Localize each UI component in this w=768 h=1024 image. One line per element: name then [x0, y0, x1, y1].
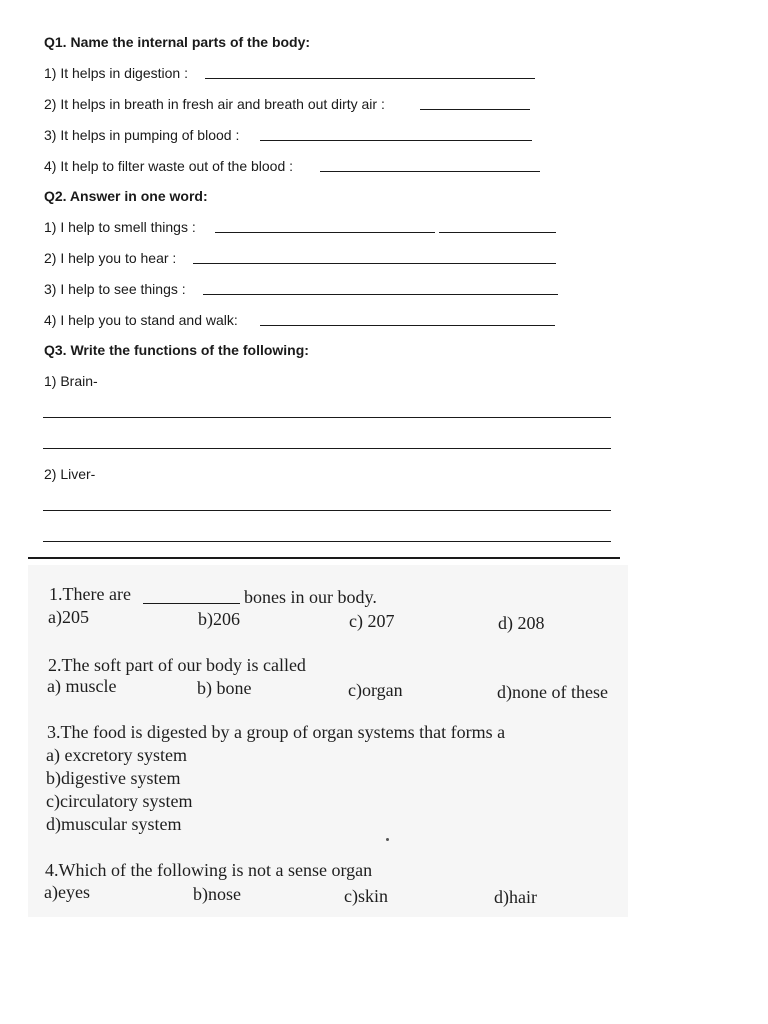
- mcq-2-option-d[interactable]: d)none of these: [497, 682, 608, 702]
- mcq-1-option-b[interactable]: b)206: [198, 609, 240, 629]
- q2-item-2: 2) I help you to hear :: [44, 250, 177, 266]
- q1-heading: Q1. Name the internal parts of the body:: [44, 34, 311, 50]
- q1-item-3: 3) It helps in pumping of blood :: [44, 127, 240, 143]
- q1-answer-blank-3[interactable]: [260, 140, 532, 141]
- mcq-2-question: 2.The soft part of our body is called: [48, 655, 306, 675]
- mcq-4-option-c[interactable]: c)skin: [344, 886, 388, 906]
- mcq-3-option-b[interactable]: b)digestive system: [46, 768, 181, 788]
- q1-answer-blank-4[interactable]: [320, 171, 540, 172]
- mcq-3-option-c[interactable]: c)circulatory system: [46, 791, 193, 811]
- mcq-4-option-a[interactable]: a)eyes: [44, 882, 90, 902]
- mcq-1-question-end: bones in our body.: [244, 587, 377, 607]
- mcq-3-question: 3.The food is digested by a group of organ systems that forms a: [47, 722, 506, 742]
- q2-heading: Q2. Answer in one word:: [44, 188, 208, 204]
- q2-answer-blank-2[interactable]: [193, 263, 556, 264]
- q3-item-brain: 1) Brain-: [44, 373, 98, 389]
- mcq-4-question: 4.Which of the following is not a sense organ: [45, 860, 373, 880]
- mcq-1-option-a[interactable]: a)205: [48, 607, 89, 627]
- mcq-2-option-c[interactable]: c)organ: [348, 680, 403, 700]
- q1-answer-blank-2[interactable]: [420, 109, 530, 110]
- brain-answer-line-1[interactable]: [43, 417, 611, 418]
- mcq-2-option-b[interactable]: b) bone: [197, 678, 252, 698]
- q2-item-1: 1) I help to smell things :: [44, 219, 196, 235]
- mcq-1-option-d[interactable]: d) 208: [498, 613, 545, 633]
- q2-answer-blank-4[interactable]: [260, 325, 555, 326]
- q3-item-liver: 2) Liver-: [44, 466, 96, 482]
- section-divider: [28, 557, 620, 559]
- q1-item-2: 2) It helps in breath in fresh air and breath out dirty air :: [44, 96, 385, 112]
- scan-speck: [386, 838, 389, 841]
- q1-answer-blank-1[interactable]: [205, 78, 535, 79]
- brain-answer-line-2[interactable]: [43, 448, 611, 449]
- mcq-3-option-d[interactable]: d)muscular system: [46, 814, 182, 834]
- mcq-4-option-b[interactable]: b)nose: [193, 884, 241, 904]
- mcq-3-option-a[interactable]: a) excretory system: [46, 745, 187, 765]
- q3-heading: Q3. Write the functions of the following:: [44, 342, 309, 358]
- q2-item-3: 3) I help to see things :: [44, 281, 186, 297]
- q2-answer-blank-1b[interactable]: [439, 232, 556, 233]
- liver-answer-line-1[interactable]: [43, 510, 611, 511]
- q2-item-4: 4) I help you to stand and walk:: [44, 312, 238, 328]
- mcq-2-option-a[interactable]: a) muscle: [47, 676, 117, 696]
- mcq-4-option-d[interactable]: d)hair: [494, 887, 537, 907]
- q2-answer-blank-1a[interactable]: [215, 232, 435, 233]
- q1-item-1: 1) It helps in digestion :: [44, 65, 188, 81]
- liver-answer-line-2[interactable]: [43, 541, 611, 542]
- q2-answer-blank-3[interactable]: [203, 294, 558, 295]
- mcq-1-blank[interactable]: [143, 603, 240, 604]
- mcq-1-option-c[interactable]: c) 207: [349, 611, 395, 631]
- q1-item-4: 4) It help to filter waste out of the blood :: [44, 158, 294, 174]
- mcq-1-question: 1.There are: [49, 584, 131, 604]
